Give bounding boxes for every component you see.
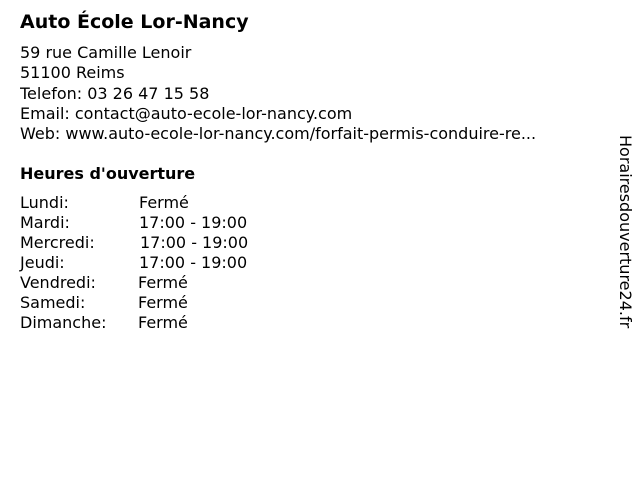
day-hours: Fermé — [139, 193, 189, 212]
hours-row-samedi — [20, 293, 248, 313]
day-label: Mercredi: — [20, 233, 95, 252]
day-hours: 17:00 - 19:00 — [140, 233, 249, 252]
day-hours: Fermé — [138, 293, 188, 312]
hours-row-dimanche — [20, 313, 248, 333]
hours-heading: Heures d'ouverture — [20, 164, 196, 183]
day-label: Dimanche: — [20, 313, 107, 332]
day-hours: 17:00 - 19:00 — [139, 213, 248, 232]
phone-line: Telefon: 03 26 47 15 58 — [20, 83, 210, 103]
city-address: 51100 Reims — [20, 63, 125, 83]
email-line: Email: contact@auto-ecole-lor-nancy.com — [20, 103, 353, 123]
hours-table — [20, 193, 248, 333]
hours-row-lundi — [20, 193, 248, 213]
street-address: 59 rue Camille Lenoir — [20, 43, 192, 62]
business-name: Auto École Lor-Nancy — [20, 11, 249, 33]
site-watermark: Horairesdouverture24.fr — [616, 135, 635, 329]
day-label: Lundi: — [20, 193, 69, 212]
web-line: Web: www.auto-ecole-lor-nancy.com/forfait-permis-conduire-re... — [20, 124, 537, 144]
day-hours: 17:00 - 19:00 — [139, 253, 248, 272]
hours-row-mardi — [20, 213, 248, 233]
day-hours: Fermé — [138, 313, 188, 332]
day-hours: Fermé — [138, 273, 188, 292]
hours-row-mercredi — [20, 233, 248, 253]
day-label: Jeudi: — [20, 253, 65, 272]
contact-block — [20, 43, 600, 144]
day-label: Vendredi: — [20, 273, 96, 292]
hours-row-vendredi — [20, 273, 248, 293]
hours-row-jeudi — [20, 253, 248, 273]
day-label: Samedi: — [20, 293, 86, 312]
day-label: Mardi: — [20, 213, 70, 232]
